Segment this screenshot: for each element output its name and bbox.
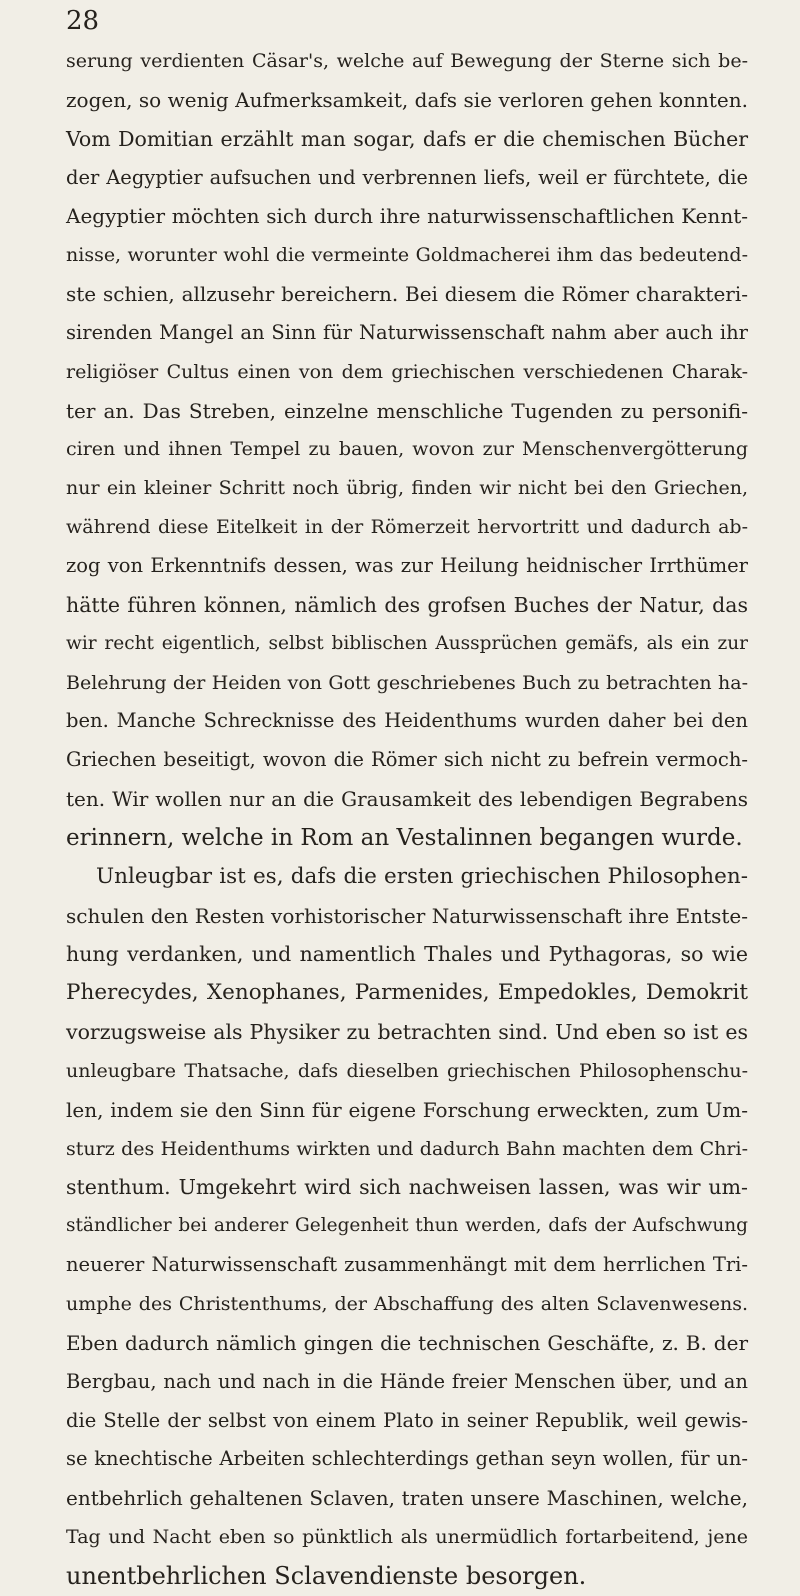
paragraph-start-line: Unleugbar ist es, dafs die ersten griechischen Philosophen- (96, 863, 748, 889)
text-line: ben. Manche Schrecknisse des Heidenthums wurden daher bei den (66, 709, 748, 733)
text-line: vorzugsweise als Physiker zu betrachten sind. Und eben so ist es (66, 1020, 748, 1045)
text-line: ten. Wir wollen nur an die Grausamkeit des lebendigen Begrabens (66, 787, 748, 812)
text-line: Tag und Nacht eben so pünktlich als unermüdlich fortarbeitend, jene (66, 1526, 748, 1549)
text-line: Bergbau, nach und nach in die Hände freier Menschen über, und an (66, 1369, 748, 1393)
page-number: 28 (66, 6, 100, 36)
text-line: sturz des Heidenthums wirkten und dadurch Bahn machten dem Chri- (66, 1137, 748, 1160)
text-line: Belehrung der Heiden von Gott geschriebenes Buch zu betrachten ha- (66, 671, 748, 694)
paragraph-end-line: unentbehrlichen Sclavendienste besorgen. (66, 1561, 587, 1590)
text-line: hätte führen können, nämlich des grofsen Buches der Natur, das (66, 592, 748, 617)
text-line: hung verdanken, und namentlich Thales und Pythagoras, so wie (66, 942, 748, 967)
text-line: ständlicher bei anderer Gelegenheit thun werden, dafs der Aufschwung (66, 1215, 748, 1237)
text-line: zogen, so wenig Aufmerksamkeit, dafs sie verloren gehen konnten. (66, 87, 748, 112)
text-line: religiöser Cultus einen von dem griechischen verschiedenen Charak- (66, 360, 748, 383)
text-line: ste schien, allzusehr bereichern. Bei diesem die Römer charakteri- (66, 282, 748, 307)
text-line: zog von Erkenntnifs dessen, was zur Heilung heidnischer Irrthümer (66, 553, 748, 577)
paragraph-end-line: erinnern, welche in Rom an Vestalinnen begangen wurde. (66, 824, 743, 851)
text-line: entbehrlich gehaltenen Sclaven, traten unsere Maschinen, welche, (66, 1486, 748, 1511)
text-line: Eben dadurch nämlich gingen die technischen Geschäfte, z. B. der (66, 1330, 748, 1355)
text-line: umphe des Christenthums, der Abschaffung des alten Sclavenwesens. (66, 1293, 748, 1315)
text-line: sirenden Mangel an Sinn für Naturwissenschaft nahm aber auch ihr (66, 320, 748, 344)
text-line: ter an. Das Streben, einzelne menschliche Tugenden zu personifi- (66, 398, 748, 423)
text-line: Vom Domitian erzählt man sogar, dafs er die chemischen Bücher (66, 126, 748, 151)
text-line: während diese Eitelkeit in der Römerzeit hervortritt und dadurch ab- (66, 516, 748, 539)
text-line: Griechen beseitigt, wovon die Römer sich nicht zu befrein vermoch- (66, 748, 748, 772)
text-line: unleugbare Thatsache, dafs dieselben griechischen Philosophenschu- (66, 1059, 748, 1082)
text-line: ciren und ihnen Tempel zu bauen, wovon zur Menschenvergötterung (66, 438, 748, 461)
text-line: nisse, worunter wohl die vermeinte Goldmacherei ihm das bedeutend- (66, 244, 748, 267)
text-line: die Stelle der selbst von einem Plato in seiner Republik, weil gewis- (66, 1408, 748, 1432)
text-line: der Aegyptier aufsuchen und verbrennen liefs, weil er fürchtete, die (66, 165, 748, 189)
text-line: stenthum. Umgekehrt wird sich nachweisen lassen, was wir um- (66, 1175, 748, 1200)
text-line: neuerer Naturwissenschaft zusammenhängt mit dem herrlichen Tri- (66, 1253, 748, 1277)
text-line: serung verdienten Cäsar's, welche auf Bewegung der Sterne sich be- (66, 50, 748, 72)
text-line: wir recht eigentlich, selbst biblischen Aussprüchen gemäfs, als ein zur (66, 632, 748, 654)
text-line: len, indem sie den Sinn für eigene Forschung erweckten, zum Um- (66, 1097, 748, 1122)
text-line: Aegyptier möchten sich durch ihre naturwissenschaftlichen Kennt- (66, 204, 748, 229)
text-line: Pherecydes, Xenophanes, Parmenides, Empedokles, Demokrit (66, 980, 748, 1006)
text-line: nur ein kleiner Schritt noch übrig, finden wir nicht bei den Griechen, (66, 477, 748, 500)
body-text (66, 42, 748, 1596)
text-line: schulen den Resten vorhistorischer Naturwissenschaft ihre Entste- (66, 903, 748, 928)
text-line: se knechtische Arbeiten schlechterdings gethan seyn wollen, für un- (66, 1447, 748, 1471)
